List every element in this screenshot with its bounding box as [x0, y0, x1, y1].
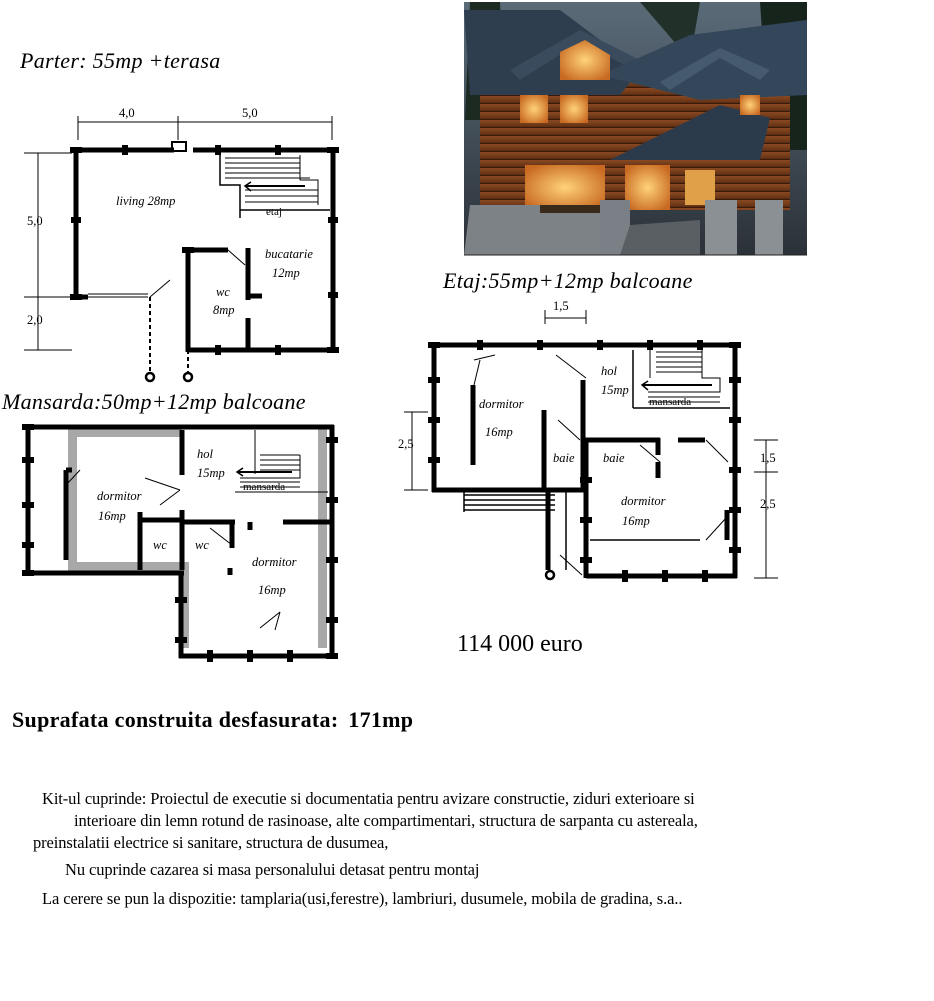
attic-bedroom-a-area: 16mp: [98, 509, 126, 523]
attic-stairs-label: mansarda: [243, 481, 286, 493]
attic-hall-area: 15mp: [197, 466, 225, 480]
ground-floor-title: Parter: 55mp +terasa: [20, 48, 221, 73]
dim-upper-right-upper: 1,5: [760, 451, 776, 465]
upper-hall-name: hol: [601, 364, 617, 378]
upper-hall-area: 15mp: [601, 383, 629, 397]
attic-wc-b: wc: [195, 538, 209, 552]
attic-floor-title: Mansarda:50mp+12mp balcoane: [2, 389, 306, 414]
upper-bedroom-a-area: 16mp: [485, 425, 513, 439]
dim-upper-left: 2,5: [398, 437, 414, 451]
stairs-label-etaj: etaj: [266, 206, 282, 218]
dim-ground-left-upper: 5,0: [27, 214, 43, 228]
upper-bath-a: baie: [553, 451, 575, 465]
built-area-label: [12, 707, 413, 733]
attic-bedroom-b-area: 16mp: [258, 583, 286, 597]
description-line-2: interioare din lemn rotund de rasinoase, alte compartimentari, structura de sarpanta cu astereala,: [74, 811, 698, 830]
description-line-3: preinstalatii electrice si sanitare, structura de dusumea,: [33, 833, 389, 852]
upper-bath-b: baie: [603, 451, 625, 465]
built-area-value: 171mp: [348, 707, 414, 732]
room-kitchen-area: 12mp: [272, 266, 300, 280]
upper-floor-title: Etaj:55mp+12mp balcoane: [443, 268, 693, 293]
room-wc-name: wc: [216, 285, 230, 299]
dim-upper-top: 1,5: [553, 299, 569, 313]
attic-hall-name: hol: [197, 447, 213, 461]
dim-ground-top-right: 5,0: [242, 106, 258, 120]
room-living: living 28mp: [116, 194, 176, 208]
upper-bedroom-b-area: 16mp: [622, 514, 650, 528]
built-area-text: Suprafata construita desfasurata:: [12, 707, 339, 732]
attic-bedroom-a-name: dormitor: [97, 489, 142, 503]
upper-bedroom-b-name: dormitor: [621, 494, 666, 508]
room-wc-area: 8mp: [213, 303, 235, 317]
room-kitchen-name: bucatarie: [265, 247, 313, 261]
upper-floor-plan: [404, 310, 778, 582]
upper-stairs-label: mansarda: [649, 396, 692, 408]
attic-wc-a: wc: [153, 538, 167, 552]
dim-ground-left-lower: 2,0: [27, 313, 43, 327]
description-line-1: Kit-ul cuprinde: Proiectul de executie si documentatia pentru avizare constructie, ziduri exterioare si: [42, 789, 695, 808]
description-line-5: La cerere se pun la dispozitie: tamplaria(usi,ferestre), lambriuri, dusumele, mobila de gradina, s.a..: [42, 889, 683, 908]
dim-upper-right-lower: 2,5: [760, 497, 776, 511]
upper-bedroom-a-name: dormitor: [479, 397, 524, 411]
price-label: 114 000 euro: [457, 631, 583, 657]
attic-floor-plan: [22, 425, 338, 662]
description-line-4: Nu cuprinde cazarea si masa personalului detasat pentru montaj: [65, 860, 480, 879]
dim-ground-top-left: 4,0: [119, 106, 135, 120]
attic-bedroom-b-name: dormitor: [252, 555, 297, 569]
